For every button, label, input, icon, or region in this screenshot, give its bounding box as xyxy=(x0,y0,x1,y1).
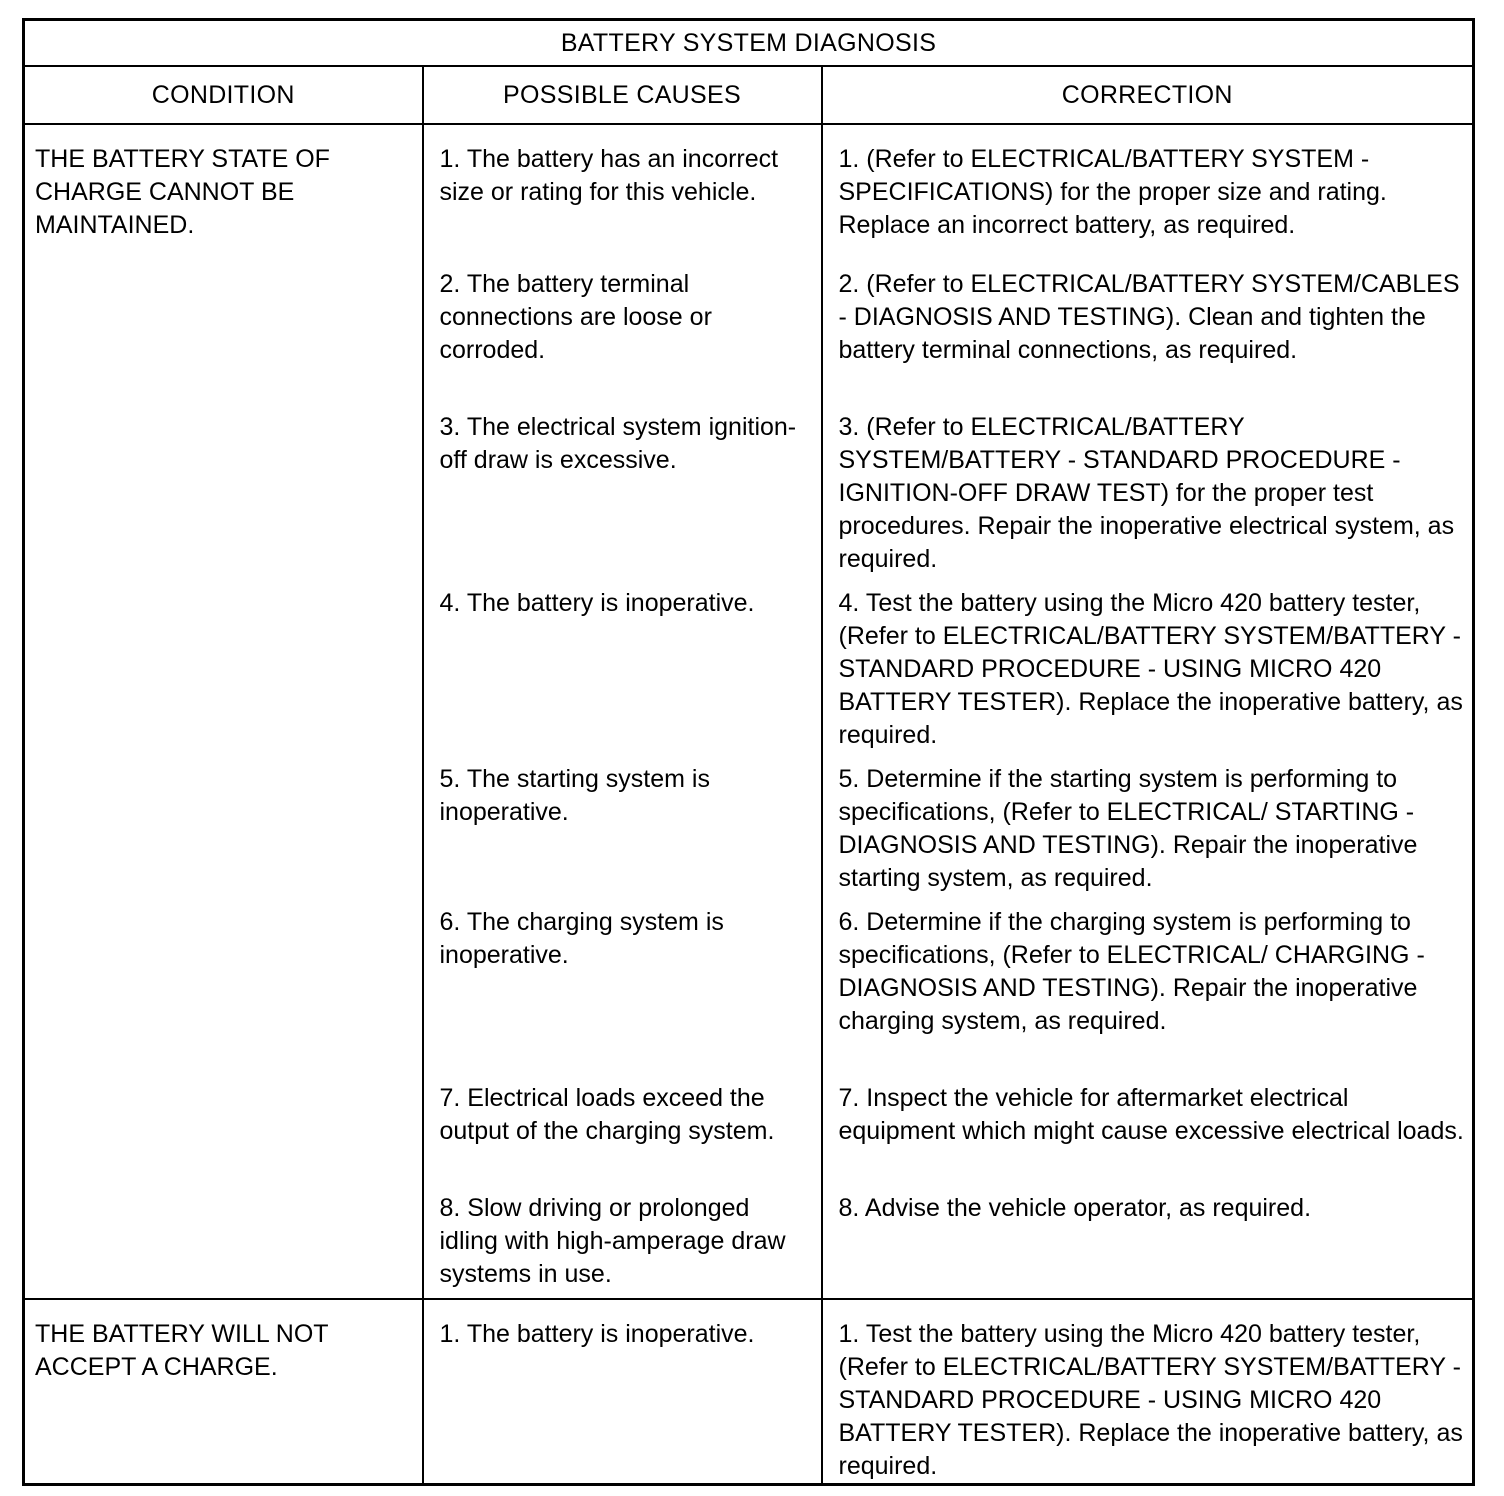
cause-item: 6. The charging system is inoperative. xyxy=(439,908,724,969)
correction-cell xyxy=(822,1299,1474,1485)
column-header-correction: CORRECTION xyxy=(822,66,1474,124)
condition-cell xyxy=(24,1299,423,1485)
table-title: BATTERY SYSTEM DIAGNOSIS xyxy=(24,20,1474,67)
correction-item: 8. Advise the vehicle operator, as required. xyxy=(838,1194,1312,1222)
correction-item: 1. (Refer to ELECTRICAL/BATTERY SYSTEM - SPECIFICATIONS) for the proper size and rating. Replace an incorrect battery, as required. xyxy=(838,145,1387,239)
correction-cell xyxy=(822,124,1474,1299)
cause-item: 4. The battery is inoperative. xyxy=(439,589,755,617)
table-row xyxy=(24,1299,1474,1485)
cause-item: 8. Slow driving or prolonged idling with high-amperage draw systems in use. xyxy=(439,1194,786,1288)
diagnosis-table xyxy=(22,18,1475,1486)
cause-item: 7. Electrical loads exceed the output of the charging system. xyxy=(439,1084,775,1145)
column-header-condition: CONDITION xyxy=(24,66,423,124)
condition-text: THE BATTERY STATE OF CHARGE CANNOT BE MAINTAINED. xyxy=(35,145,330,239)
cause-item: 2. The battery terminal connections are loose or corroded. xyxy=(439,270,712,364)
cause-item: 5. The starting system is inoperative. xyxy=(439,765,710,826)
correction-item: 1. Test the battery using the Micro 420 battery tester, (Refer to ELECTRICAL/BATTERY SYSTEM/BATTERY - STANDARD PROCEDURE - USING MICRO 420 BATTERY TESTER). Replace the inoperative battery, as required. xyxy=(838,1319,1463,1480)
cause-item: 3. The electrical system ignition-off draw is excessive. xyxy=(439,413,797,474)
column-header-possible-causes: POSSIBLE CAUSES xyxy=(423,66,822,124)
correction-item: 2. (Refer to ELECTRICAL/BATTERY SYSTEM/CABLES - DIAGNOSIS AND TESTING). Clean and tighten the battery terminal connections, as required. xyxy=(838,270,1460,364)
correction-item: 6. Determine if the charging system is performing to specifications, (Refer to ELECTRICAL/ CHARGING - DIAGNOSIS AND TESTING). Repair the inoperative charging system, as required. xyxy=(838,908,1425,1035)
condition-text: THE BATTERY WILL NOT ACCEPT A CHARGE. xyxy=(35,1319,329,1381)
correction-item: 4. Test the battery using the Micro 420 battery tester, (Refer to ELECTRICAL/BATTERY SYSTEM/BATTERY - STANDARD PROCEDURE - USING MICRO 420 BATTERY TESTER). Replace the inoperative battery, as required. xyxy=(838,589,1463,749)
possible-causes-cell xyxy=(423,1299,822,1485)
correction-item: 3. (Refer to ELECTRICAL/BATTERY SYSTEM/BATTERY - STANDARD PROCEDURE - IGNITION-OFF DRAW TEST) for the proper test procedures. Repair the inoperative electrical system, as required. xyxy=(838,413,1455,573)
condition-cell xyxy=(24,124,423,1299)
cause-item: 1. The battery is inoperative. xyxy=(439,1319,755,1348)
correction-item: 5. Determine if the starting system is performing to specifications, (Refer to ELECTRICAL/ STARTING - DIAGNOSIS AND TESTING). Repair the inoperative starting system, as required. xyxy=(838,765,1418,892)
cause-item: 1. The battery has an incorrect size or rating for this vehicle. xyxy=(439,145,779,206)
table-row xyxy=(24,124,1474,1299)
possible-causes-cell xyxy=(423,124,822,1299)
correction-item: 7. Inspect the vehicle for aftermarket electrical equipment which might cause excessive electrical loads. xyxy=(838,1084,1464,1145)
